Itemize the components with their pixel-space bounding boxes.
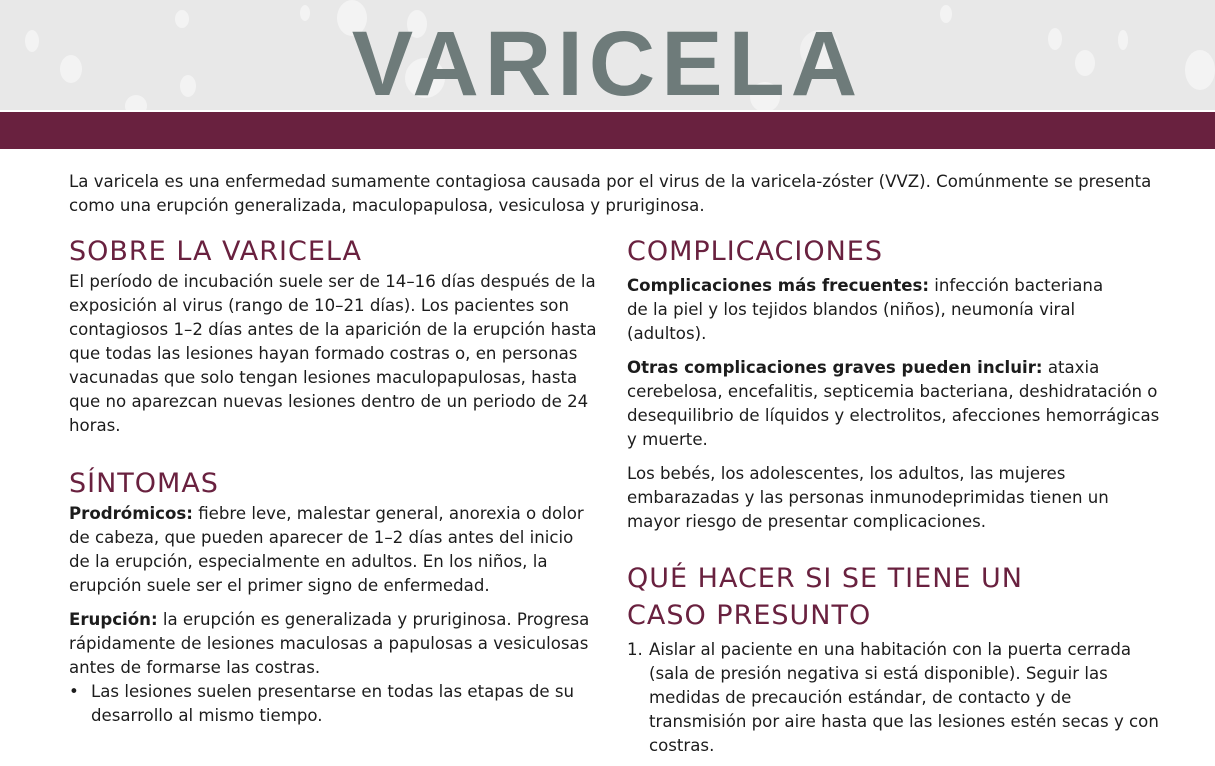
intro-paragraph: La varicela es una enfermedad sumamente contagiosa causada por el virus de la varicela-zóster (VVZ). Comúnmente se presenta como una erupción generalizada, maculopapulosa, vesiculosa y pruriginosa.	[69, 172, 1152, 215]
section-heading-complicaciones: COMPLICACIONES	[627, 236, 883, 267]
step-text: Aislar al paciente en una habitación con la puerta cerrada (sala de presión negativa si está disponible). Seguir las medidas de precaución estándar, de contacto y de transmisión por aire hasta que las lesiones estén secas y con costras.	[649, 640, 1159, 755]
erupcion-label: Erupción:	[69, 610, 158, 629]
erupcion-paragraph	[69, 608, 599, 680]
otras-label: Otras complicaciones graves pueden incluir:	[627, 358, 1043, 377]
bullet-marker: •	[69, 682, 79, 701]
riesgo-paragraph: Los bebés, los adolescentes, los adultos, las mujeres embarazadas y las personas inmunodeprimidas tienen un mayor riesgo de presentar complicaciones.	[627, 464, 1109, 531]
frecuentes-text: infección bacteriana de la piel y los tejidos blandos (niños), neumonía viral (adultos).	[627, 276, 1104, 343]
bullet-text: Las lesiones suelen presentarse en todas las etapas de su desarrollo al mismo tiempo.	[91, 682, 575, 725]
prodromicos-paragraph	[69, 502, 599, 598]
erupcion-text: la erupción es generalizada y pruriginosa. Progresa rápidamente de lesiones maculosas a papulosas a vesiculosas antes de formarse las costras.	[69, 610, 590, 677]
step-item	[627, 638, 1162, 758]
otras-complicaciones	[627, 356, 1162, 452]
header-accent-bar	[0, 112, 1215, 149]
section-heading-que-hacer: QUÉ HACER SI SE TIENE UN CASO PRESUNTO	[627, 563, 1023, 631]
section-heading-sobre: SOBRE LA VARICELA	[69, 236, 363, 267]
complicaciones-frecuentes	[627, 274, 1117, 346]
prodromicos-text: fiebre leve, malestar general, anorexia o dolor de cabeza, que pueden aparecer de 1–2 días antes del inicio de la erupción, especialmente en adultos. En los niños, la erupción suele ser el primer signo de enfermedad.	[69, 504, 584, 595]
frecuentes-label: Complicaciones más frecuentes:	[627, 276, 930, 295]
sobre-text: El período de incubación suele ser de 14–16 días después de la exposición al virus (rango de 10–21 días). Los pacientes son contagiosos 1–2 días antes de la aparición de la erupción hasta que todas las lesiones hayan formado costras o, en personas vacunadas que solo tengan lesiones maculopapulosas, hasta que no aparezcan nuevas lesiones dentro de un periodo de 24 horas.	[69, 272, 597, 435]
header-banner	[0, 0, 1215, 110]
bullet-item	[69, 680, 599, 728]
otras-text: ataxia cerebelosa, encefalitis, septicemia bacteriana, deshidratación o desequilibrio de líquidos y electrolitos, afecciones hemorrágicas y muerte.	[627, 358, 1160, 449]
left-column	[69, 234, 599, 728]
prodromicos-label: Prodrómicos:	[69, 504, 193, 523]
page-title: VARICELA	[351, 13, 864, 110]
section-heading-sintomas: SÍNTOMAS	[69, 468, 219, 499]
right-column	[627, 234, 1162, 758]
step-number: 1.	[627, 640, 643, 659]
